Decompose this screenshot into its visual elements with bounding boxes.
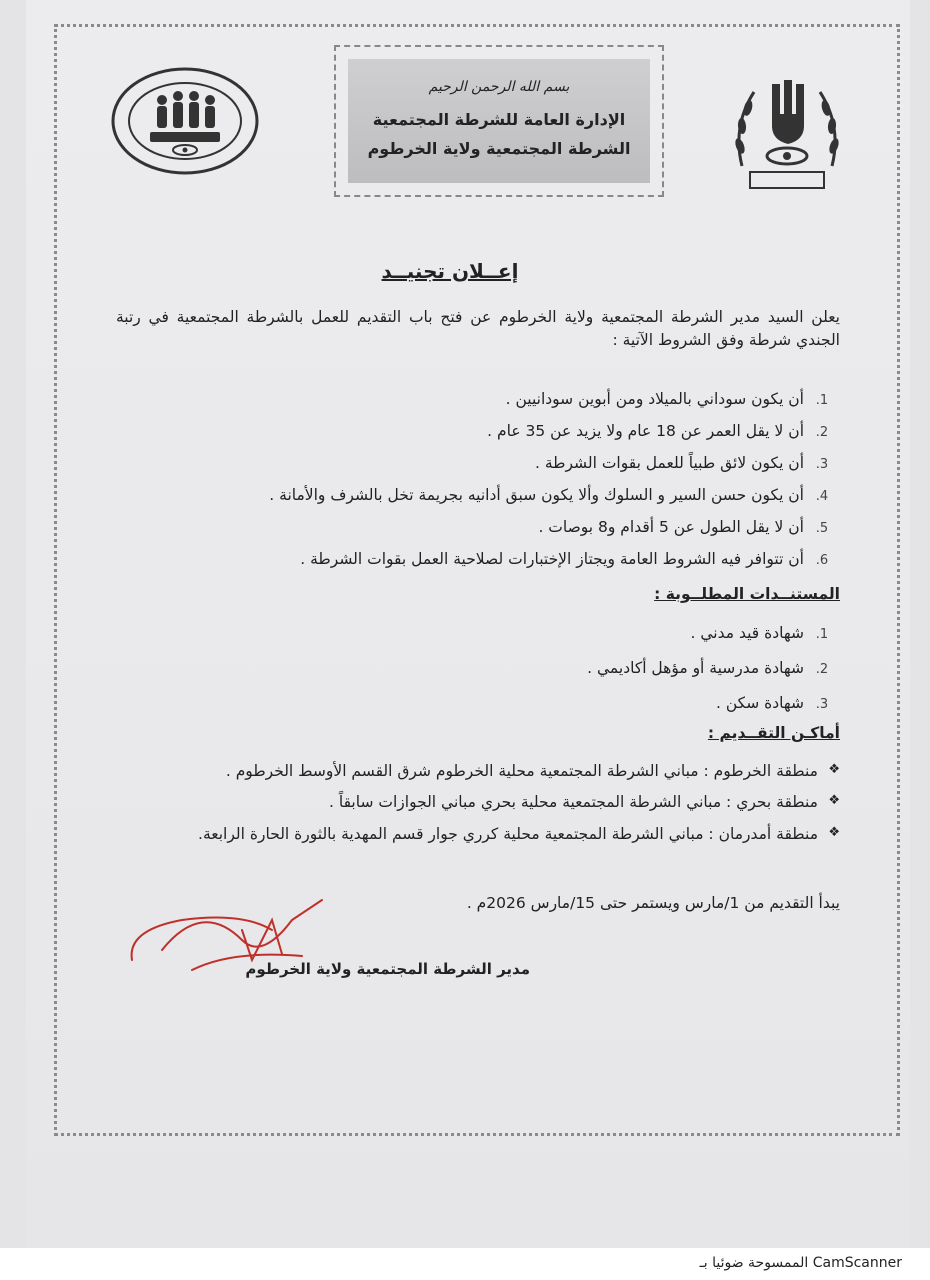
diamond-bullet-icon: ❖: [828, 762, 840, 777]
intro-paragraph: يعلن السيد مدير الشرطة المجتمعية ولاية الخرطوم عن فتح باب التقديم للعمل بالشرطة المجتمعية في رتبة الجندي شرطة وفق الشروط الآتية :: [116, 308, 840, 350]
scanner-footer: [0, 1248, 930, 1280]
places-list: [116, 760, 840, 854]
item-text: أن يكون سوداني بالميلاد ومن أبوين سودانيين .: [505, 390, 804, 408]
letterhead-line-1: الإدارة العامة للشرطة المجتمعية: [372, 110, 626, 129]
item-number: 3.: [815, 697, 829, 712]
basmala: بسم الله الرحمن الرحيم: [428, 79, 570, 95]
list-item: [116, 760, 840, 783]
list-item: [116, 452, 840, 484]
places-heading: أماكـن التقــديم :: [707, 724, 840, 742]
item-number: 3.: [815, 457, 829, 472]
list-item: [116, 516, 840, 548]
list-item: [116, 823, 840, 846]
list-item: [116, 420, 840, 452]
item-text: أن يكون حسن السير و السلوك وألا يكون سبق أدانيه بجريمة تخل بالشرف والأمانة .: [269, 486, 804, 504]
list-item: [116, 622, 840, 657]
item-text: شهادة مدرسية أو مؤهل أكاديمي .: [587, 659, 804, 677]
list-item: [116, 388, 840, 420]
documents-heading: المستنــدات المطلــوبة :: [654, 585, 840, 603]
item-text: منطقة بحري : مباني الشرطة المجتمعية محلية بحري مباني الجوازات سابقاً .: [329, 793, 818, 812]
application-period: يبدأ التقديم من 1/مارس ويستمر حتى 15/مارس 2026م .: [466, 894, 840, 912]
item-text: منطقة أمدرمان : مباني الشرطة المجتمعية محلية كرري جوار قسم المهدية بالثورة الحارة الرابعة.: [198, 824, 818, 843]
diamond-bullet-icon: ❖: [828, 793, 840, 809]
list-item: [116, 791, 840, 814]
item-text: أن لا يقل الطول عن 5 أقدام و8 بوصات .: [538, 518, 804, 536]
item-text: شهادة سكن .: [715, 694, 804, 712]
item-number: 2.: [815, 425, 829, 440]
conditions-list: [116, 388, 840, 580]
letterhead-line-2: الشرطة المجتمعية ولاية الخرطوم: [367, 139, 631, 158]
list-item: [116, 548, 840, 580]
scanner-watermark: الممسوحة ضوئيا بـ CamScanner: [699, 1255, 902, 1271]
list-item: [116, 657, 840, 692]
documents-list: [116, 622, 840, 727]
item-number: 6.: [815, 553, 829, 568]
item-number: 4.: [815, 489, 829, 504]
item-number: 5.: [815, 521, 829, 536]
document-page: [26, 0, 910, 1248]
item-number: 1.: [815, 627, 829, 642]
letterhead-box: [334, 45, 664, 197]
signer-title: مدير الشرطة المجتمعية ولاية الخرطوم: [245, 960, 530, 978]
item-number: 2.: [815, 662, 829, 677]
item-text: منطقة الخرطوم : مباني الشرطة المجتمعية محلية الخرطوم شرق القسم الأوسط الخرطوم .: [225, 762, 818, 780]
item-text: شهادة قيد مدني .: [690, 624, 804, 642]
item-text: أن لا يقل العمر عن 18 عام ولا يزيد عن 35 عام .: [487, 422, 804, 440]
letterhead-panel: [348, 59, 650, 183]
item-text: أن تتوافر فيه الشروط العامة ويجتاز الإختبارات لصلاحية العمل بقوات الشرطة .: [300, 550, 804, 568]
list-item: [116, 484, 840, 516]
announcement-title: إعــلان تجنيــد: [381, 259, 519, 283]
item-text: أن يكون لائق طبياً للعمل بقوات الشرطة .: [534, 454, 804, 472]
diamond-bullet-icon: ❖: [828, 824, 840, 840]
item-number: 1.: [815, 393, 829, 408]
community-police-emblem-icon: [110, 66, 260, 176]
sudan-police-emblem-icon: [728, 76, 846, 194]
